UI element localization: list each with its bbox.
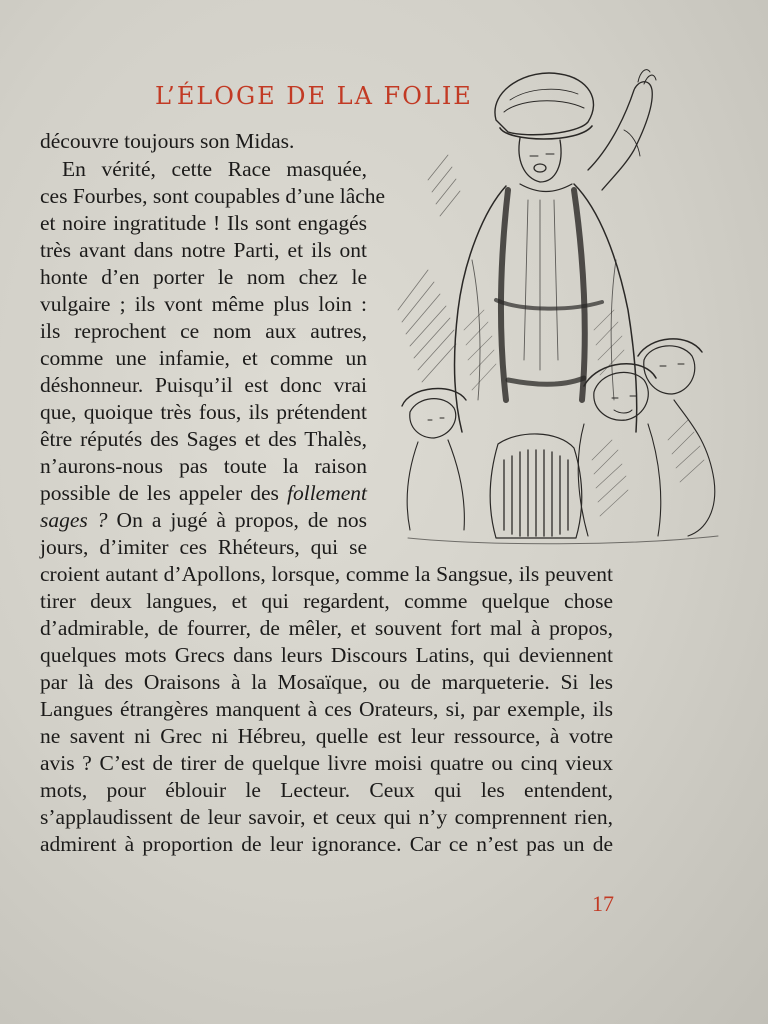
text-line: jours, d’imiter ces Rhéteurs, qui se	[40, 535, 367, 559]
engraving-orator-crowd-icon	[388, 60, 733, 550]
text-line: n’aurons-nous pas toute la raison	[40, 454, 367, 478]
text-line: vulgaire ; ils vont même plus loin :	[40, 292, 367, 316]
text-line: ne savent ni Grec ni Hébreu, quelle est leur ressource, à votre	[40, 724, 613, 748]
text-line: très avant dans notre Parti, et ils ont	[40, 238, 367, 262]
italic-text: follement	[287, 481, 368, 505]
text-line: mots, pour éblouir le Lecteur. Ceux qui les entendent,	[40, 778, 613, 802]
text-line: honte d’en porter le nom chez le	[40, 265, 367, 289]
page-number: 17	[592, 891, 614, 916]
text-line: admirent à proportion de leur ignorance. Car ce n’est pas un de	[40, 832, 613, 856]
text-line: par là des Oraisons à la Mosaïque, ou de marqueterie. Si les	[40, 670, 613, 694]
text-line: ils reprochent ce nom aux autres,	[40, 319, 367, 343]
text-line: et noire ingratitude ! Ils sont engagés	[40, 211, 367, 235]
italic-text: sages ?	[40, 508, 108, 532]
text-line: déshonneur. Puisqu’il est donc vrai	[40, 373, 367, 397]
text-line: tirer deux langues, et qui regardent, comme quelque chose	[40, 589, 613, 613]
text-line: En vérité, cette Race masquée,	[62, 157, 367, 181]
text-line	[40, 507, 367, 534]
text-line: comme une infamie, et comme un	[40, 346, 367, 370]
text-line: croient autant d’Apollons, lorsque, comme la Sangsue, ils peuvent	[40, 562, 613, 586]
text-line: que, quoique très fous, ils prétendent	[40, 400, 367, 424]
text-line: être réputés des Sages et des Thalès,	[40, 427, 367, 451]
text-line: quelques mots Grecs dans leurs Discours Latins, qui deviennent	[40, 643, 613, 667]
text-segment: On a jugé à propos, de nos	[116, 508, 367, 532]
text-segment: possible de les appeler des	[40, 481, 279, 505]
running-title: L’ÉLOGE DE LA FOLIE	[155, 82, 473, 110]
text-line: s’applaudissent de leur savoir, et ceux qui n’y comprennent rien,	[40, 805, 613, 829]
text-line: avis ? C’est de tirer de quelque livre moisi quatre ou cinq vieux	[40, 751, 613, 775]
text-line: ces Fourbes, sont coupables d’une lâche	[40, 184, 386, 208]
text-line: découvre toujours son Midas.	[40, 129, 295, 153]
text-line: d’admirable, de fourrer, de mêler, et souvent fort mal à propos,	[40, 616, 613, 640]
text-line: Langues étrangères manquent à ces Orateurs, si, par exemple, ils	[40, 697, 613, 721]
text-line	[40, 480, 367, 507]
